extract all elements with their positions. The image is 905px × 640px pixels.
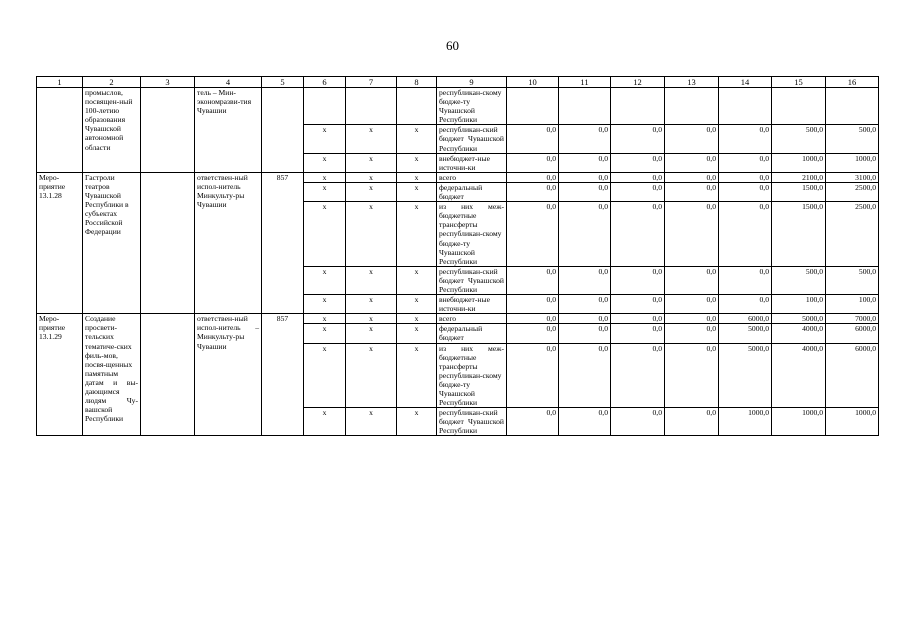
value-cell: 0,0 bbox=[719, 295, 772, 314]
column-header: 11 bbox=[559, 77, 611, 88]
table-cell: x bbox=[346, 324, 397, 343]
column-header: 13 bbox=[665, 77, 719, 88]
value-cell: 0,0 bbox=[611, 324, 665, 343]
column-header: 10 bbox=[507, 77, 559, 88]
funding-source-cell: республикан-скому бюдже-ту Чувашской Республики bbox=[437, 88, 507, 125]
value-cell: 100,0 bbox=[772, 295, 826, 314]
value-cell: 500,0 bbox=[772, 266, 826, 294]
value-cell: 2500,0 bbox=[826, 202, 879, 267]
value-cell bbox=[559, 88, 611, 125]
value-cell: 0,0 bbox=[559, 314, 611, 324]
value-cell: 0,0 bbox=[507, 153, 559, 172]
value-cell: 4000,0 bbox=[772, 343, 826, 408]
table-cell: x bbox=[304, 172, 346, 182]
table-row bbox=[37, 172, 879, 182]
value-cell: 0,0 bbox=[665, 295, 719, 314]
column-header: 16 bbox=[826, 77, 879, 88]
value-cell: 1000,0 bbox=[826, 153, 879, 172]
value-cell: 0,0 bbox=[507, 314, 559, 324]
value-cell: 0,0 bbox=[611, 172, 665, 182]
table-cell: x bbox=[346, 125, 397, 153]
funding-source-cell: республикан-ский бюджет Чувашской Республики bbox=[437, 266, 507, 294]
value-cell: 0,0 bbox=[665, 314, 719, 324]
table-cell: x bbox=[397, 153, 437, 172]
value-cell: 0,0 bbox=[559, 408, 611, 436]
responsible-cell: тель – Мин-экономразви-тия Чувашии bbox=[195, 88, 262, 173]
value-cell: 0,0 bbox=[719, 125, 772, 153]
value-cell: 0,0 bbox=[665, 202, 719, 267]
funding-source-cell: всего bbox=[437, 172, 507, 182]
table-cell: x bbox=[304, 314, 346, 324]
header-row bbox=[37, 77, 879, 88]
value-cell: 0,0 bbox=[507, 202, 559, 267]
value-cell bbox=[611, 88, 665, 125]
column-3-cell bbox=[141, 172, 195, 313]
value-cell: 0,0 bbox=[507, 408, 559, 436]
column-header: 12 bbox=[611, 77, 665, 88]
column-header: 8 bbox=[397, 77, 437, 88]
value-cell: 0,0 bbox=[559, 172, 611, 182]
table-cell: x bbox=[397, 125, 437, 153]
value-cell: 0,0 bbox=[559, 295, 611, 314]
value-cell: 0,0 bbox=[559, 343, 611, 408]
value-cell: 1500,0 bbox=[772, 202, 826, 267]
value-cell bbox=[719, 88, 772, 125]
value-cell: 0,0 bbox=[719, 182, 772, 201]
grbs-code-cell: 857 bbox=[262, 314, 304, 436]
value-cell: 500,0 bbox=[826, 266, 879, 294]
value-cell: 1000,0 bbox=[772, 408, 826, 436]
value-cell: 0,0 bbox=[611, 153, 665, 172]
value-cell: 0,0 bbox=[611, 314, 665, 324]
value-cell: 0,0 bbox=[719, 266, 772, 294]
table-cell: x bbox=[304, 202, 346, 267]
value-cell: 1000,0 bbox=[826, 408, 879, 436]
value-cell: 0,0 bbox=[559, 324, 611, 343]
table-cell: x bbox=[304, 125, 346, 153]
column-header: 2 bbox=[83, 77, 141, 88]
value-cell: 0,0 bbox=[665, 324, 719, 343]
event-code-cell: Меро-приятие 13.1.29 bbox=[37, 314, 83, 436]
table-cell bbox=[346, 88, 397, 125]
event-code-cell bbox=[37, 88, 83, 173]
value-cell: 0,0 bbox=[507, 182, 559, 201]
table-cell: x bbox=[304, 266, 346, 294]
funding-source-cell: всего bbox=[437, 314, 507, 324]
value-cell: 0,0 bbox=[611, 125, 665, 153]
table-cell: x bbox=[346, 408, 397, 436]
table-cell: x bbox=[304, 153, 346, 172]
table-cell: x bbox=[304, 408, 346, 436]
value-cell: 0,0 bbox=[507, 295, 559, 314]
table-cell: x bbox=[346, 295, 397, 314]
value-cell: 500,0 bbox=[826, 125, 879, 153]
funding-source-cell: республикан-ский бюджет Чувашской Республики bbox=[437, 125, 507, 153]
value-cell: 0,0 bbox=[611, 408, 665, 436]
column-3-cell bbox=[141, 314, 195, 436]
event-name-cell: Создание просвети-тельских тематиче-ских филь-мов, посвя-щенных памятным датам и вы-дающимся людям Чу-вашской Республики bbox=[83, 314, 141, 436]
value-cell: 4000,0 bbox=[772, 324, 826, 343]
value-cell: 0,0 bbox=[559, 266, 611, 294]
funding-source-cell: из них меж-бюджетные трансферты республикан-скому бюдже-ту Чувашской Республики bbox=[437, 343, 507, 408]
table-cell: x bbox=[304, 343, 346, 408]
funding-source-cell: республикан-ский бюджет Чувашской Республики bbox=[437, 408, 507, 436]
value-cell: 0,0 bbox=[611, 295, 665, 314]
value-cell: 100,0 bbox=[826, 295, 879, 314]
value-cell: 0,0 bbox=[665, 408, 719, 436]
column-3-cell bbox=[141, 88, 195, 173]
event-name-cell: Гастроли театров Чувашской Республики в субъектах Российской Федерации bbox=[83, 172, 141, 313]
responsible-cell: ответствен-ный испол-нитель Минкульту-ры Чувашии bbox=[195, 172, 262, 313]
value-cell: 3100,0 bbox=[826, 172, 879, 182]
table-cell: x bbox=[346, 202, 397, 267]
value-cell: 0,0 bbox=[611, 266, 665, 294]
value-cell: 0,0 bbox=[559, 153, 611, 172]
value-cell: 5000,0 bbox=[772, 314, 826, 324]
value-cell: 5000,0 bbox=[719, 324, 772, 343]
table-cell: x bbox=[346, 153, 397, 172]
value-cell: 6000,0 bbox=[826, 324, 879, 343]
value-cell: 0,0 bbox=[665, 182, 719, 201]
column-header: 15 bbox=[772, 77, 826, 88]
grbs-code-cell: 857 bbox=[262, 172, 304, 313]
value-cell: 0,0 bbox=[559, 202, 611, 267]
funding-source-cell: из них меж-бюджетные трансферты республикан-скому бюдже-ту Чувашской Республики bbox=[437, 202, 507, 267]
value-cell: 0,0 bbox=[611, 202, 665, 267]
column-header: 9 bbox=[437, 77, 507, 88]
value-cell: 2500,0 bbox=[826, 182, 879, 201]
table-cell: x bbox=[346, 182, 397, 201]
table-cell: x bbox=[304, 295, 346, 314]
responsible-cell: ответствен-ный испол-нитель – Минкульту-ры Чувашии bbox=[195, 314, 262, 436]
column-header: 3 bbox=[141, 77, 195, 88]
event-name-cell: промыслов, посвящен-ный 100-летию образования Чувашской автономной области bbox=[83, 88, 141, 173]
value-cell: 1000,0 bbox=[772, 153, 826, 172]
value-cell: 0,0 bbox=[507, 343, 559, 408]
value-cell bbox=[665, 88, 719, 125]
funding-source-cell: федеральный бюджет bbox=[437, 324, 507, 343]
value-cell: 0,0 bbox=[665, 172, 719, 182]
value-cell: 0,0 bbox=[507, 266, 559, 294]
funding-source-cell: внебюджет-ные источни-ки bbox=[437, 295, 507, 314]
table-row bbox=[37, 314, 879, 324]
funding-source-cell: внебюджет-ные источни-ки bbox=[437, 153, 507, 172]
funding-source-cell: федеральный бюджет bbox=[437, 182, 507, 201]
table-cell: x bbox=[397, 408, 437, 436]
table-cell: x bbox=[397, 172, 437, 182]
value-cell: 0,0 bbox=[611, 182, 665, 201]
value-cell: 0,0 bbox=[665, 125, 719, 153]
column-header: 14 bbox=[719, 77, 772, 88]
value-cell: 0,0 bbox=[507, 172, 559, 182]
page-number: 60 bbox=[446, 38, 459, 53]
value-cell: 0,0 bbox=[559, 125, 611, 153]
value-cell: 0,0 bbox=[507, 324, 559, 343]
value-cell bbox=[826, 88, 879, 125]
value-cell: 0,0 bbox=[665, 153, 719, 172]
value-cell: 2100,0 bbox=[772, 172, 826, 182]
table-cell: x bbox=[397, 266, 437, 294]
table-cell: x bbox=[346, 314, 397, 324]
column-header: 7 bbox=[346, 77, 397, 88]
value-cell: 0,0 bbox=[719, 172, 772, 182]
event-code-cell: Меро-приятие 13.1.28 bbox=[37, 172, 83, 313]
value-cell: 7000,0 bbox=[826, 314, 879, 324]
value-cell: 0,0 bbox=[559, 182, 611, 201]
column-header: 4 bbox=[195, 77, 262, 88]
value-cell bbox=[772, 88, 826, 125]
table-cell: x bbox=[397, 324, 437, 343]
value-cell bbox=[507, 88, 559, 125]
value-cell: 5000,0 bbox=[719, 343, 772, 408]
value-cell: 500,0 bbox=[772, 125, 826, 153]
value-cell: 0,0 bbox=[611, 343, 665, 408]
table-cell: x bbox=[346, 343, 397, 408]
table-cell: x bbox=[397, 182, 437, 201]
table-cell: x bbox=[397, 295, 437, 314]
table-row bbox=[37, 88, 879, 125]
table-cell: x bbox=[304, 182, 346, 201]
column-header: 6 bbox=[304, 77, 346, 88]
table-cell: x bbox=[346, 266, 397, 294]
column-header: 5 bbox=[262, 77, 304, 88]
value-cell: 1000,0 bbox=[719, 408, 772, 436]
table-cell: x bbox=[397, 343, 437, 408]
value-cell: 0,0 bbox=[665, 266, 719, 294]
grbs-code-cell bbox=[262, 88, 304, 173]
value-cell: 1500,0 bbox=[772, 182, 826, 201]
value-cell: 0,0 bbox=[719, 153, 772, 172]
table-cell: x bbox=[397, 202, 437, 267]
budget-table bbox=[36, 76, 879, 436]
value-cell: 6000,0 bbox=[826, 343, 879, 408]
value-cell: 6000,0 bbox=[719, 314, 772, 324]
value-cell: 0,0 bbox=[507, 125, 559, 153]
value-cell: 0,0 bbox=[719, 202, 772, 267]
table-cell: x bbox=[304, 324, 346, 343]
value-cell: 0,0 bbox=[665, 343, 719, 408]
table-cell: x bbox=[397, 314, 437, 324]
table-cell bbox=[397, 88, 437, 125]
table-cell: x bbox=[346, 172, 397, 182]
table-cell bbox=[304, 88, 346, 125]
column-header: 1 bbox=[37, 77, 83, 88]
